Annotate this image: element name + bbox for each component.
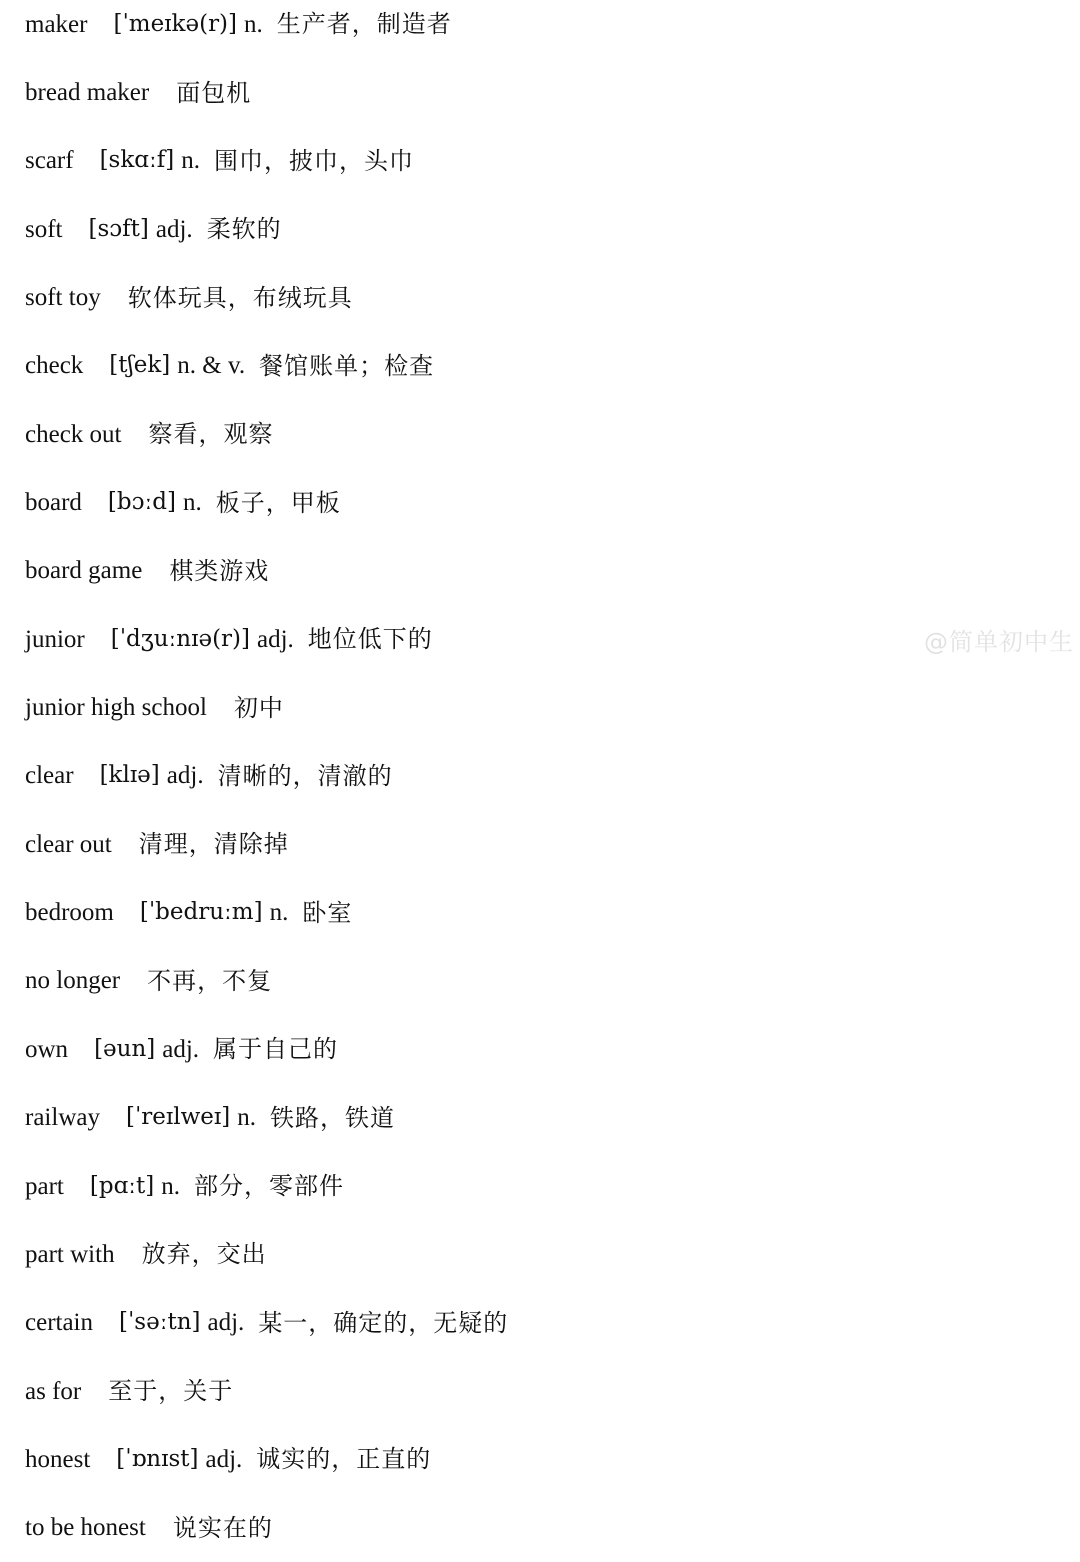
entry-phonetic: [əun] — [94, 1035, 156, 1062]
entry-part-of-speech: adj. — [256, 625, 294, 653]
vocab-entry — [25, 195, 508, 263]
vocab-entry — [25, 947, 508, 1015]
vocab-entry — [25, 810, 508, 878]
entry-phonetic: [tʃek] — [109, 352, 171, 379]
entry-meaning: 围巾，披巾，头巾 — [214, 146, 414, 175]
entry-word: soft — [25, 215, 63, 243]
entry-part-of-speech: n. — [269, 899, 289, 927]
vocab-entry — [25, 468, 508, 536]
entry-word: board game — [25, 557, 143, 585]
entry-meaning: 诚实的，正直的 — [256, 1445, 432, 1474]
vocab-entry — [25, 537, 508, 605]
entry-phonetic: [pɑːt] — [89, 1172, 155, 1199]
entry-word: check out — [25, 420, 122, 448]
entry-part-of-speech: adj. — [205, 1445, 243, 1473]
entry-word: bread maker — [25, 79, 150, 107]
entry-phonetic: [klɪə] — [99, 762, 160, 789]
entry-meaning: 说实在的 — [172, 1513, 273, 1542]
entry-word: part — [25, 1172, 64, 1200]
entry-meaning: 卧室 — [302, 898, 353, 927]
entry-word: own — [25, 1035, 69, 1063]
watermark: @简单初中生 — [924, 628, 1074, 656]
vocab-entry — [25, 1152, 508, 1220]
vocab-entry — [25, 673, 508, 741]
vocab-entry — [25, 400, 508, 468]
entry-word: maker — [25, 10, 88, 38]
entry-word: honest — [25, 1445, 91, 1473]
entry-phonetic: [bɔːd] — [107, 489, 176, 516]
entry-word: soft toy — [25, 284, 101, 312]
entry-word: clear — [25, 762, 74, 790]
vocabulary-list — [25, 0, 508, 1562]
entry-meaning: 属于自己的 — [213, 1035, 339, 1064]
entry-phonetic: [ˈsəːtn] — [119, 1309, 201, 1336]
entry-word: railway — [25, 1104, 100, 1132]
entry-part-of-speech: adj. — [166, 762, 204, 790]
entry-word: part with — [25, 1240, 115, 1268]
vocab-entry — [25, 332, 508, 400]
entry-meaning: 棋类游戏 — [169, 556, 270, 585]
vocab-entry — [25, 1084, 508, 1152]
entry-meaning: 察看，观察 — [148, 420, 274, 449]
vocab-entry — [25, 1220, 508, 1288]
entry-meaning: 至于，关于 — [108, 1377, 234, 1406]
entry-meaning: 柔软的 — [206, 215, 282, 244]
entry-word: certain — [25, 1309, 94, 1337]
vocab-entry — [25, 0, 508, 58]
vocab-entry — [25, 58, 508, 126]
entry-phonetic: [ˈɒnɪst] — [116, 1445, 199, 1472]
entry-meaning: 部分，零部件 — [194, 1172, 345, 1201]
entry-meaning: 餐馆账单；检查 — [259, 351, 435, 380]
entry-part-of-speech: n. — [182, 489, 202, 517]
vocab-entry — [25, 1425, 508, 1493]
entry-part-of-speech: n. — [244, 10, 263, 38]
entry-meaning: 放弃，交出 — [141, 1240, 267, 1269]
vocab-entry — [25, 127, 508, 195]
entry-meaning: 清理，清除掉 — [138, 830, 289, 859]
entry-word: junior high school — [25, 694, 207, 722]
entry-part-of-speech: adj. — [155, 215, 193, 243]
vocab-entry — [25, 878, 508, 946]
vocab-entry — [25, 263, 508, 331]
entry-meaning: 面包机 — [176, 78, 252, 107]
entry-meaning: 某一，确定的，无疑的 — [258, 1308, 509, 1337]
entry-meaning: 铁路，铁道 — [269, 1103, 395, 1132]
entry-word: no longer — [25, 967, 121, 995]
entry-word: board — [25, 489, 82, 517]
entry-word: bedroom — [25, 899, 114, 927]
entry-phonetic: [sɔft] — [88, 215, 149, 242]
vocab-entry — [25, 1494, 508, 1562]
vocab-entry — [25, 742, 508, 810]
entry-word: to be honest — [25, 1514, 146, 1542]
entry-word: junior — [25, 625, 85, 653]
entry-meaning: 清晰的，清澈的 — [217, 761, 393, 790]
entry-phonetic: [skɑːf] — [99, 147, 175, 174]
entry-meaning: 板子，甲板 — [215, 488, 341, 517]
entry-phonetic: [ˈreɪlweɪ] — [125, 1104, 231, 1131]
entry-word: clear out — [25, 830, 112, 858]
entry-meaning: 地位低下的 — [307, 625, 433, 654]
entry-phonetic: [ˈmeɪkə(r)] — [113, 10, 238, 37]
entry-word: check — [25, 352, 84, 380]
entry-part-of-speech: n. — [181, 147, 200, 175]
entry-meaning: 软体玩具，布绒玩具 — [127, 283, 353, 312]
entry-meaning: 初中 — [233, 693, 284, 722]
entry-part-of-speech: adj. — [162, 1035, 200, 1063]
vocab-entry — [25, 605, 508, 673]
entry-part-of-speech: adj. — [207, 1309, 245, 1337]
entry-phonetic: [ˈdʒuːnɪə(r)] — [110, 625, 250, 652]
vocab-entry — [25, 1289, 508, 1357]
entry-meaning: 不再，不复 — [147, 966, 273, 995]
vocab-entry — [25, 1357, 508, 1425]
vocab-entry — [25, 1015, 508, 1083]
entry-word: scarf — [25, 147, 74, 175]
entry-meaning: 生产者，制造者 — [276, 10, 452, 39]
entry-phonetic: [ˈbedruːm] — [139, 899, 263, 926]
entry-part-of-speech: n. & v. — [177, 352, 246, 380]
entry-part-of-speech: n. — [237, 1104, 256, 1132]
entry-word: as for — [25, 1377, 82, 1405]
entry-part-of-speech: n. — [161, 1172, 181, 1200]
